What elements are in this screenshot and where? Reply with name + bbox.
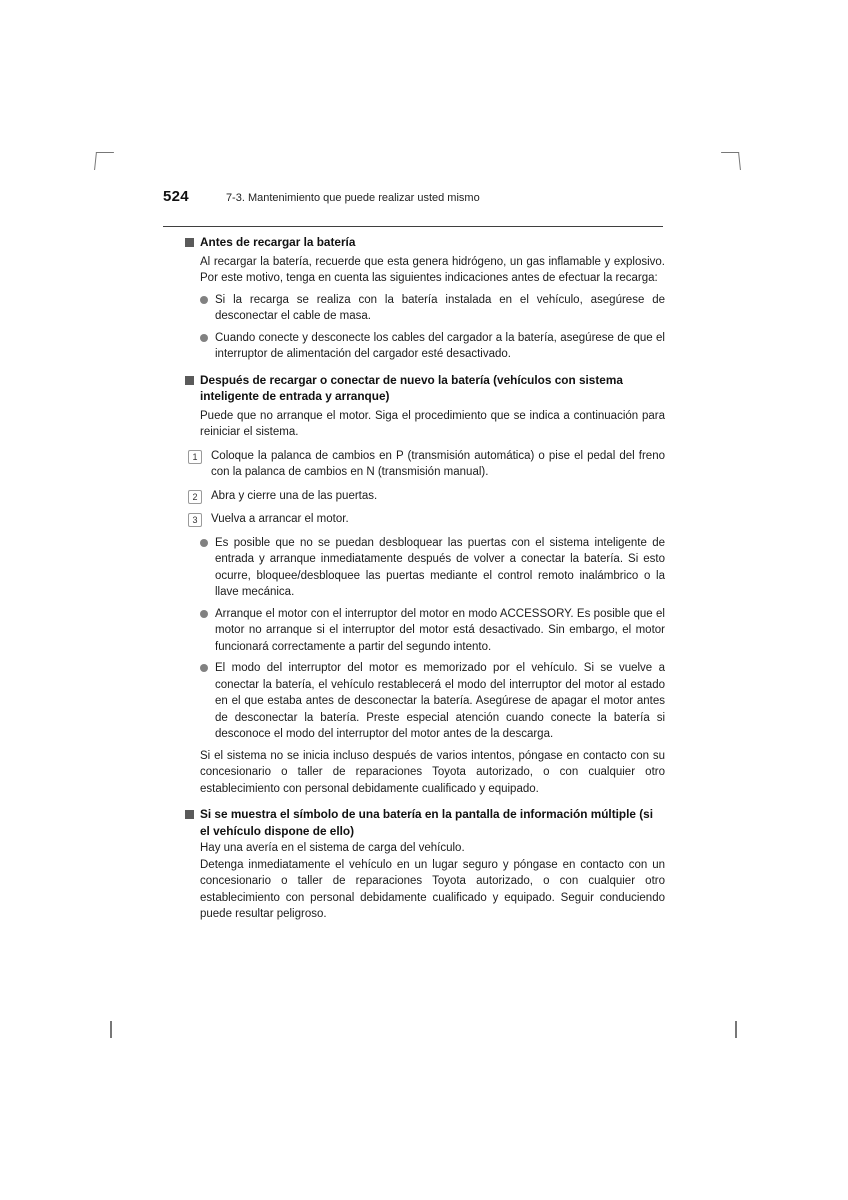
crop-mark-bottom-left-icon [110, 1021, 112, 1038]
section-heading-after-recharge [185, 372, 665, 405]
page-content [185, 234, 665, 923]
section-title: Si se muestra el símbolo de una batería en la pantalla de información múltiple (si el vehículo dispone de ello) [200, 807, 653, 838]
section-heading-battery-symbol [185, 806, 665, 839]
step-number-box: 1 [188, 450, 202, 464]
bullet-text: El modo del interruptor del motor es memorizado por el vehículo. Si se vuelve a conectar la batería, el vehículo restablecerá el modo del interruptor del motor al estado en el que estaba antes de desconectar la batería. Asegúrese de apagar el motor antes de desconectar la batería. Preste especial atención cuando conecte la batería si desconoce el modo del interruptor del motor antes de la descarga. [215, 662, 665, 740]
section-title: Después de recargar o conectar de nuevo la batería (vehículos con sistema inteligente de entrada y arranque) [200, 372, 623, 403]
section-title: Antes de recargar la batería [200, 235, 356, 249]
circle-bullet-icon [200, 664, 208, 672]
page-header [163, 188, 663, 205]
bullet-item [200, 330, 665, 363]
bullet-item [200, 535, 665, 601]
crop-mark-bottom-right-icon [735, 1021, 737, 1038]
bullet-item [200, 660, 665, 743]
chapter-title: 7-3. Mantenimiento que puede realizar usted mismo [225, 192, 480, 204]
paragraph: Al recargar la batería, recuerde que esta genera hidrógeno, un gas inflamable y explosivo. Por este motivo, tenga en cuenta las siguientes indicaciones antes de efectuar la recarga: [200, 255, 665, 284]
paragraph: Si el sistema no se inicia incluso después de varios intentos, póngase en contacto con su concesionario o taller de reparaciones Toyota autorizado, o con cualquier otro establecimiento con personal debidamente cualificado y equipado. [200, 749, 665, 795]
step-text: Abra y cierre una de las puertas. [211, 489, 378, 502]
step-text: Vuelva a arrancar el motor. [211, 513, 349, 525]
step-text: Coloque la palanca de cambios en P (transmisión automática) o pise el pedal del freno con la palanca de cambios en N (transmisión manual). [211, 449, 665, 478]
step-number-box: 3 [188, 513, 202, 527]
circle-bullet-icon [200, 334, 208, 342]
crop-mark-top-right-icon [721, 152, 741, 170]
paragraph: Puede que no arranque el motor. Siga el procedimiento que se indica a continuación para reiniciar el sistema. [200, 409, 665, 438]
bullet-text: Si la recarga se realiza con la batería instalada en el vehículo, asegúrese de desconectar el cable de masa. [215, 293, 665, 322]
paragraph: Hay una avería en el sistema de carga del vehículo. [200, 842, 465, 854]
step-item [188, 448, 665, 481]
bullet-text: Arranque el motor con el interruptor del motor en modo ACCESSORY. Es posible que el motor no arranque si el interruptor del motor está desactivado. Sin embargo, el motor funcionará correctamente a partir del segundo intento. [215, 607, 665, 653]
bullet-item [200, 292, 665, 325]
step-item [188, 488, 665, 505]
header-rule [163, 226, 663, 227]
crop-mark-top-left-icon [94, 152, 114, 170]
square-bullet-icon [185, 238, 194, 247]
square-bullet-icon [185, 810, 194, 819]
bullet-text: Es posible que no se puedan desbloquear las puertas con el sistema inteligente de entrada y arranque inmediatamente después de volver a conectar la batería. Si esto ocurre, bloquee/desbloquee las puertas mediante el control remoto inalámbrico o la llave mecánica. [215, 536, 665, 598]
circle-bullet-icon [200, 539, 208, 547]
bullet-item [200, 606, 665, 656]
page-number: 524 [163, 188, 189, 205]
step-number-box: 2 [188, 490, 202, 504]
circle-bullet-icon [200, 610, 208, 618]
bullet-text: Cuando conecte y desconecte los cables del cargador a la batería, asegúrese de que el interruptor de alimentación del cargador esté desactivado. [215, 331, 665, 360]
square-bullet-icon [185, 376, 194, 385]
step-item [188, 511, 665, 528]
section-heading-before-recharge [185, 234, 665, 251]
paragraph: Detenga inmediatamente el vehículo en un lugar seguro y póngase en contacto con un concesionario o taller de reparaciones Toyota autorizado, o con cualquier otro establecimiento con personal debidamente cualificado y equipado. Seguir conduciendo puede resultar peligroso. [200, 858, 665, 920]
circle-bullet-icon [200, 296, 208, 304]
